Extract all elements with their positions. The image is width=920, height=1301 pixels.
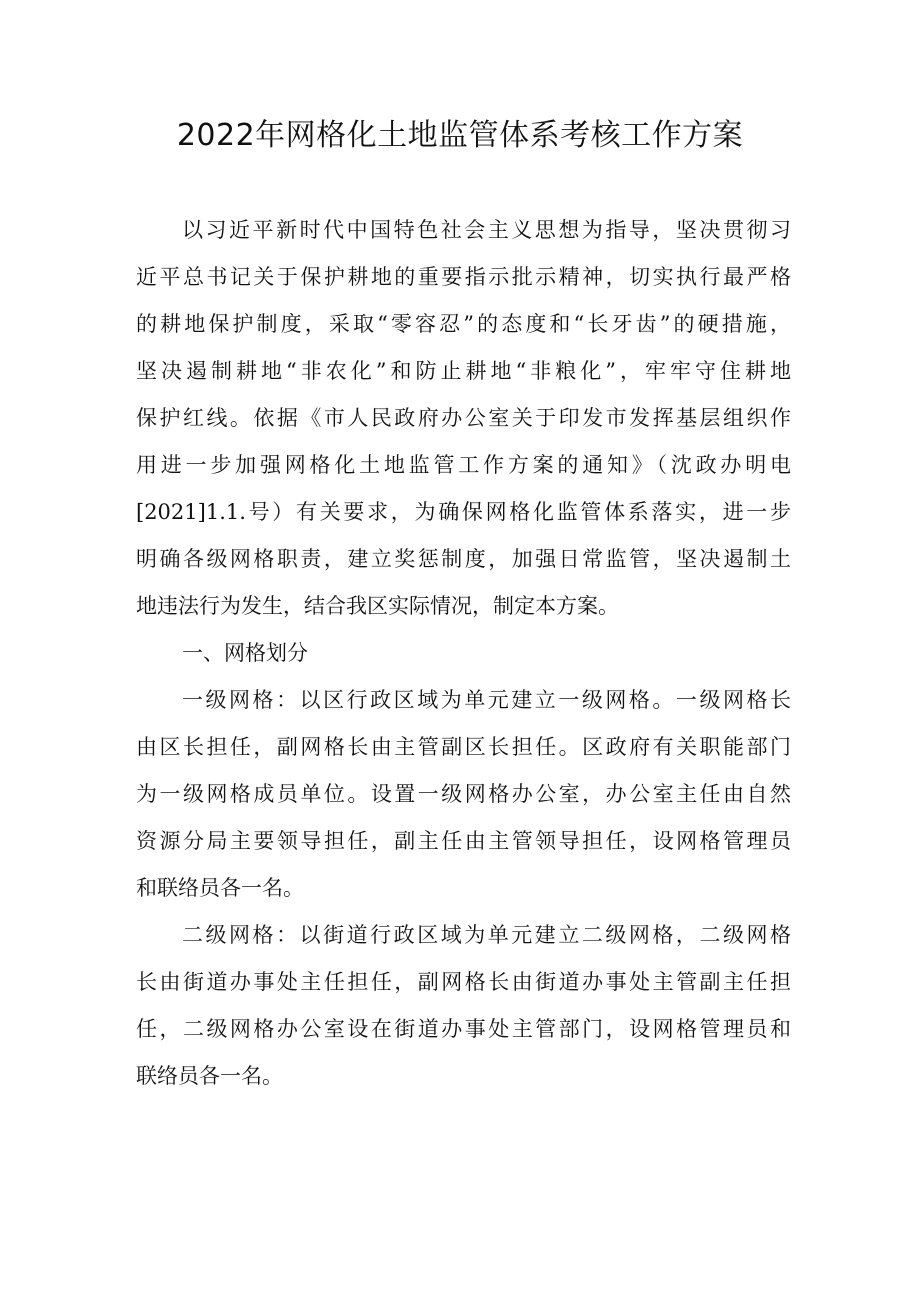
paragraph-line: 用进一步加强网格化土地监管工作方案的通知》（沈政办明电 (136, 453, 791, 477)
paragraph-line: [2021]1.1.号）有关要求，为确保网格化监管体系落实，进一步 (136, 500, 791, 524)
paragraph-line: 地违法行为发生，结合我区实际情况，制定本方案。 (136, 594, 619, 618)
paragraph-line: 以习近平新时代中国特色社会主义思想为指导，坚决贯彻习 (182, 218, 791, 242)
paragraph-line: 长由街道办事处主任担任，副网格长由街道办事处主管副主任担 (136, 970, 791, 994)
paragraph-line: 和联络员各一名。 (136, 876, 304, 900)
section-heading-text: 一、网格划分 (182, 641, 308, 665)
intro-paragraph (136, 213, 791, 636)
paragraph-line: 明确各级网格职责，建立奖惩制度，加强日常监管，坚决遏制土 (136, 547, 791, 571)
paragraph-line: 二级网格：以街道行政区域为单元建立二级网格，二级网格 (182, 923, 791, 947)
paragraph-line: 的耕地保护制度，采取“零容忍”的态度和“长牙齿”的硬措施， (136, 312, 791, 336)
paragraph-line: 由区长担任，副网格长由主管副区长担任。区政府有关职能部门 (136, 735, 791, 759)
paragraph-line: 任，二级网格办公室设在街道办事处主管部门，设网格管理员和 (136, 1017, 791, 1041)
paragraph-line: 联络员各一名。 (136, 1064, 283, 1088)
paragraph-line: 近平总书记关于保护耕地的重要指示批示精神，切实执行最严格 (136, 265, 791, 289)
paragraph-line: 坚决遏制耕地“非农化”和防止耕地“非粮化”，牢牢守住耕地 (136, 359, 791, 383)
document-title: 2022年网格化土地监管体系考核工作方案 (176, 118, 744, 153)
paragraph-line: 为一级网格成员单位。设置一级网格办公室，办公室主任由自然 (136, 782, 791, 806)
document-body (136, 213, 791, 1106)
section-heading (136, 636, 791, 683)
paragraph-line: 一级网格：以区行政区域为单元建立一级网格。一级网格长 (182, 688, 791, 712)
paragraph-line: 保护红线。依据《市人民政府办公室关于印发市发挥基层组织作 (136, 406, 791, 430)
paragraph-line: 资源分局主要领导担任，副主任由主管领导担任，设网格管理员 (136, 829, 791, 853)
level-two-grid-paragraph (136, 918, 791, 1106)
level-one-grid-paragraph (136, 683, 791, 918)
